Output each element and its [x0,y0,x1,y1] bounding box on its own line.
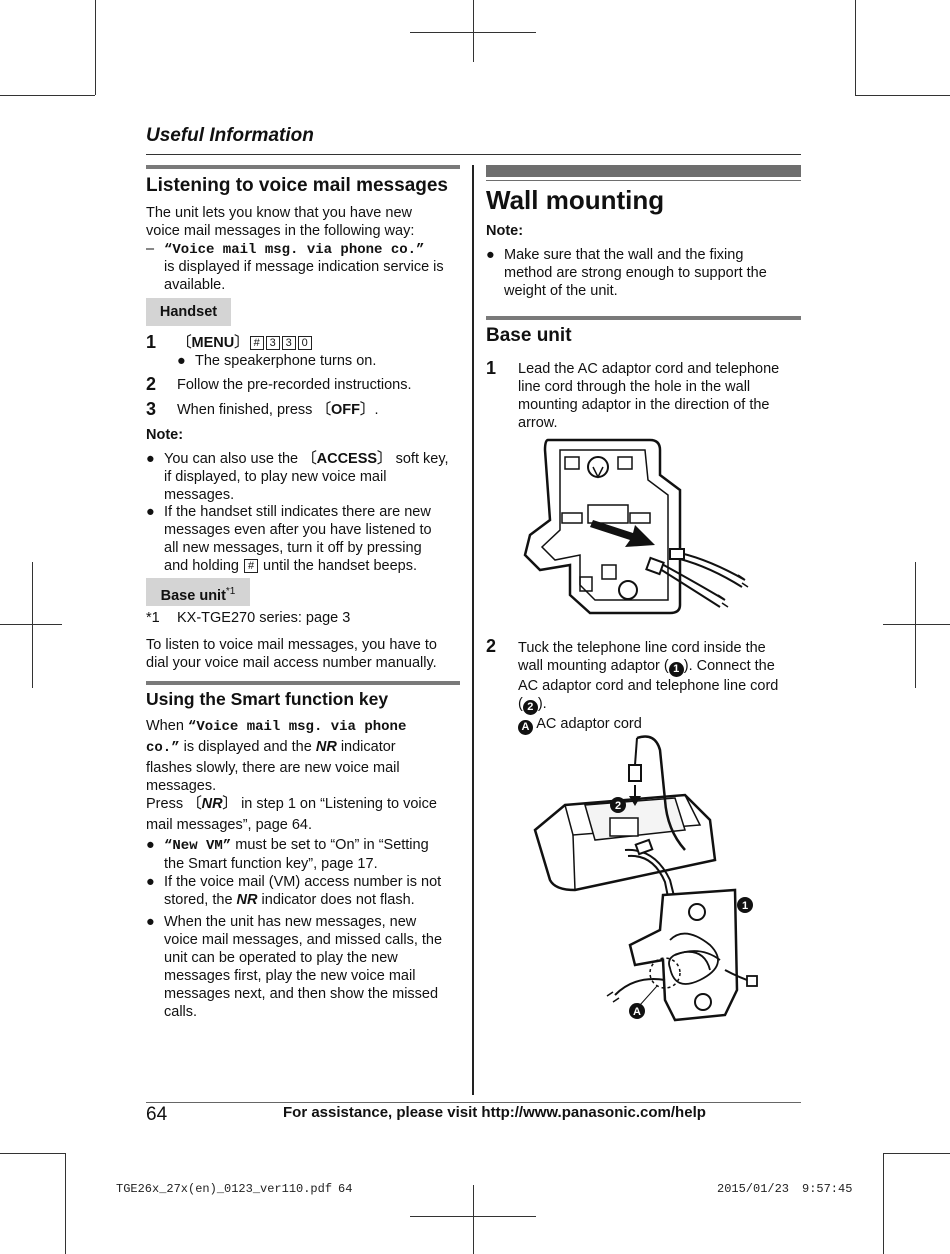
base-unit-tag: Base unit$^{*1}$ [146,578,250,606]
footnote-text: KX-TGE270 series: page 3 [177,610,351,626]
smart-title: Using the Smart function key [146,689,389,709]
indicator-icon: NR [236,892,258,908]
wall-thin-rule [486,180,801,181]
base-step-1-number: 1 [486,358,497,378]
base-unit-illustration [525,730,770,1025]
footer-rule [146,1102,801,1103]
smart-bullet-1: ● “New VM” must be set to “On” in “Setting the Smart function key”, page 17. [146,837,429,872]
base-step-1-text: Lead the AC adaptor cord and telephone line cord through the hole in the wall mounting adaptor in the direction of the arrow. [518,361,780,431]
footnote-mark: *1 [146,610,160,626]
callout-a-icon: A [518,720,533,735]
smart-paragraph: When “Voice mail msg. via phone co.” is displayed and the NR indicator flashes slowly, there are new voice mail messages. Press 〔NR〕 in step 1 on “Listening to voice mail messages”, page 64. [146,718,437,833]
step-1-number: 1 [146,332,157,352]
callout-1-label: 1 [741,900,749,912]
wall-title: Wall mounting [486,185,665,215]
listen-manual-text: To listen to voice mail messages, you have to dial your voice mail access number manually. [146,637,437,671]
note-bullet-1: ● You can also use the 〔ACCESS〕 soft key, if displayed, to play new voice mail messages. [146,451,449,503]
wall-note-label: Note: [486,223,524,239]
note-label: Note: [146,427,184,443]
listening-title: Listening to voice mail messages [146,175,448,196]
smart-key-icon: NR [201,796,223,812]
wall-dark-bar [486,165,801,177]
page-number: 64 [146,1104,168,1125]
display-message: “Voice mail msg. via phone co.” [164,242,425,258]
wall-adaptor-illustration [520,435,750,620]
callout-a-label: A [633,1006,641,1018]
base-title: Base unit [486,325,572,346]
step-2-text: Follow the pre-recorded instructions. [177,377,412,393]
key-3a: 3 [266,336,280,350]
step-1-bullet: ● The speakerphone turns on. [177,353,377,369]
file-name: TGE26x_27x(en)_0123_ver110.pdf [116,1182,333,1196]
handset-tag: Handset [146,298,231,326]
menu-key: MENU [191,335,235,351]
wall-note-bullet: ● Make sure that the wall and the fixing method are strong enough to support the weight of the unit. [486,247,767,299]
display-explanation: is displayed if message indication service is available. [164,259,444,293]
column-divider [472,165,474,1095]
callout-1-icon: 1 [669,662,684,677]
base-step-2-text: Tuck the telephone line cord inside the wall mounting adaptor ( 1 ). Connect the AC adaptor cord and telephone line cord ( 2 ). A AC adaptor cord [518,640,779,733]
smart-bullet-2: ● If the voice mail (VM) access number is not stored, the NR indicator does not flash. [146,874,442,908]
key-3b: 3 [282,336,296,350]
listening-intro: The unit lets you know that you have new voice mail messages in the following way: [146,205,415,239]
file-date: 2015/01/23 [717,1182,790,1196]
file-page: 64 [338,1182,353,1196]
step-3-text: When finished, press 〔OFF〕. [177,402,379,418]
step-2-number: 2 [146,374,157,394]
smart-rule [146,681,460,685]
key-hash: # [250,336,264,350]
base-rule [486,316,801,320]
left-top-rule [146,165,460,169]
assistance-text: For assistance, please visit http://www.panasonic.com/help [283,1104,706,1121]
step-3-number: 3 [146,399,157,419]
smart-indicator-icon: NR [315,739,337,755]
dash-mark: – [146,241,155,257]
callout-2-icon: 2 [523,700,538,715]
off-key: OFF [330,402,360,418]
note-bullet-2: ● If the handset still indicates there are new messages even after you have listened to all new messages, turn it off by pressing and holding # until the handset beeps. [146,504,432,574]
callout-2-label: 2 [614,800,622,812]
header-rule [146,154,801,155]
section-header: Useful Information [146,125,314,146]
file-time: 9:57:45 [802,1182,853,1196]
base-step-2-number: 2 [486,636,497,656]
key-0: 0 [298,336,312,350]
smart-bullet-3: ● When the unit has new messages, new voice mail messages, and missed calls, the unit can be operated to play the new messages first, play the new voice mail messages next, and then show the missed calls. [146,914,443,1020]
step-1-keys: 〔MENU〕 # 3 3 0 [177,334,313,352]
